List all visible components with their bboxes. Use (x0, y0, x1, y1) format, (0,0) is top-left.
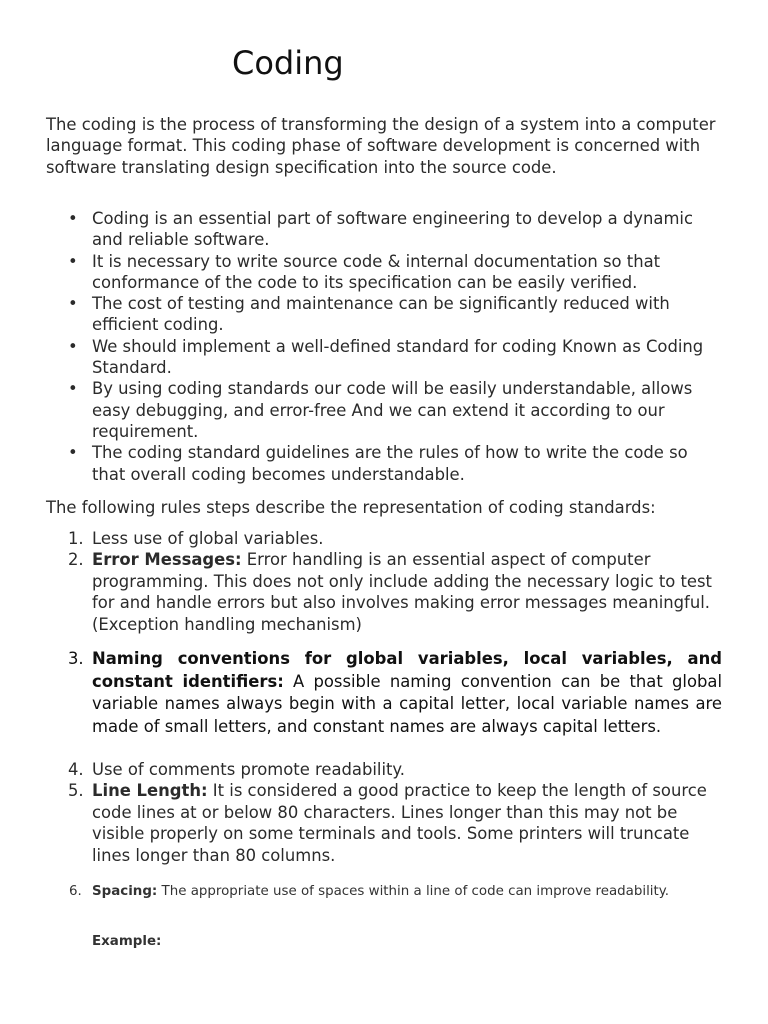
list-item (46, 883, 722, 900)
list-item (68, 378, 722, 442)
list-number: 6. (69, 884, 82, 899)
rule-heading: Naming conventions for global variables, local variables, and constant identifiers: (92, 649, 722, 691)
list-item-text: We should implement a well-defined standard for coding Known as Coding Standard. (92, 336, 704, 378)
rule-text: A possible naming convention can be that global variable names always begin with a capital letter, local variable names are made of small letters, and constant names are always capital letters. (92, 671, 722, 737)
list-item-text: Coding is an essential part of software engineering to develop a dynamic and reliable software. (92, 209, 693, 250)
bullet-icon: • (68, 294, 78, 314)
rule-text: Error handling is an essential aspect of computer programming. This does not only include adding the necessary logic to test for and handle errors but also involves making error messages meaningful.(Exception handling mechanism) (92, 550, 712, 634)
list-number: 1. (68, 529, 84, 548)
list-item (68, 780, 722, 866)
rule-heading: Line Length: (92, 781, 208, 801)
bullet-icon: • (68, 209, 78, 228)
list-item (68, 549, 722, 635)
rules-list (46, 648, 722, 739)
list-item-text: The cost of testing and maintenance can be significantly reduced with efficient coding. (92, 294, 670, 335)
rules-list (46, 759, 722, 866)
list-item (68, 759, 722, 780)
rule-text: It is considered a good practice to keep the length of source code lines at or below 80 characters. Lines longer than this may not be visible properly on some terminals and tools. Some printers will truncate lines longer than 80 columns. (92, 781, 707, 865)
rule-text: The appropriate use of spaces within a line of code can improve readability. (157, 884, 670, 899)
rules-list (46, 528, 722, 635)
list-item (68, 336, 722, 379)
list-item-text: By using coding standards our code will be easily understandable, allows easy debugging, and error-free And we can extend it according to our requirement. (92, 379, 693, 441)
list-item (68, 648, 722, 739)
list-item-text: It is necessary to write source code & internal documentation so that conformance of the code to its specification can be easily verified. (92, 251, 661, 292)
bullet-list (46, 208, 722, 485)
list-item (68, 251, 722, 294)
rule-text: Less use of global variables. (92, 529, 324, 548)
rule-heading: Spacing: (92, 884, 158, 899)
list-number: 5. (68, 781, 84, 801)
bullet-icon: • (68, 443, 78, 463)
bullet-icon: • (68, 379, 78, 399)
list-item (68, 208, 722, 251)
rule-heading: Error Messages: (92, 550, 242, 570)
bullet-icon: • (68, 251, 78, 271)
rules-intro-paragraph: The following rules steps describe the representation of coding standards: (46, 498, 656, 517)
intro-paragraph: The coding is the process of transforming the design of a system into a computer language format. This coding phase of software development is concerned with software translating design specification into the source code. (46, 115, 716, 177)
bullet-icon: • (68, 336, 78, 356)
list-item (68, 293, 722, 336)
example-label: Example: (92, 934, 162, 949)
list-number: 3. (68, 649, 84, 668)
page-title: Coding (232, 44, 344, 82)
list-item-text: The coding standard guidelines are the rules of how to write the code so that overall coding becomes understandable. (92, 443, 688, 484)
list-item (68, 528, 722, 549)
rule-text: Use of comments promote readability. (92, 760, 406, 779)
list-number: 4. (68, 760, 84, 779)
list-number: 2. (68, 550, 84, 570)
list-item (68, 442, 722, 485)
